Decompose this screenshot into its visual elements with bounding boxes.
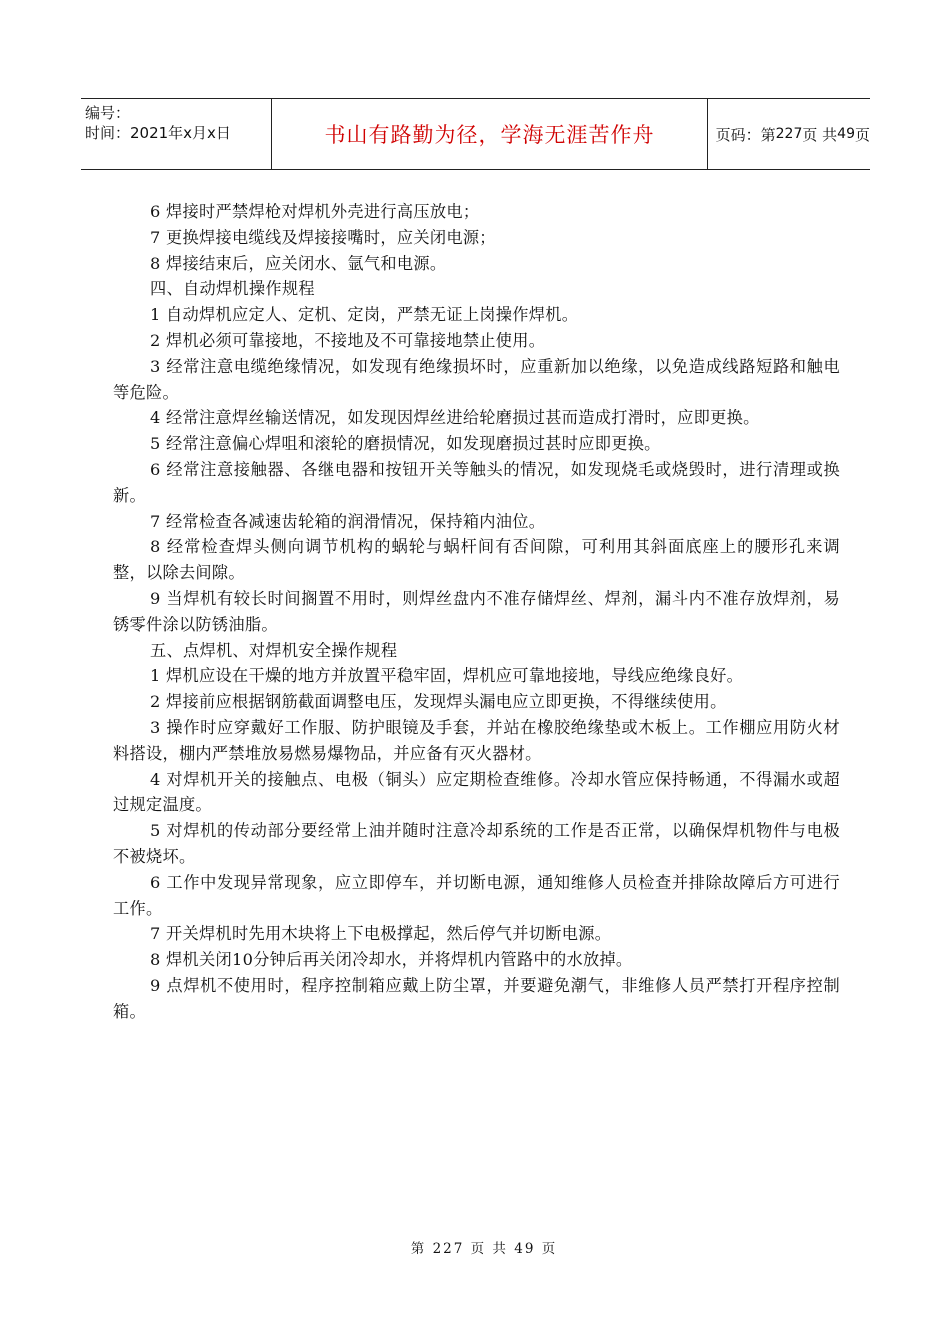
header-page-info	[708, 99, 870, 169]
document-header	[81, 98, 870, 170]
paragraph: 6 工作中发现异常现象，应立即停车，并切断电源，通知维修人员检查并排除故障后方可进行工作。	[113, 872, 840, 918]
paragraph: 7 经常检查各减速齿轮箱的润滑情况，保持箱内油位。	[150, 511, 546, 531]
document-body	[113, 199, 840, 1025]
section-heading: 四、自动焊机操作规程	[150, 279, 315, 299]
document-number-label: 编号：	[85, 104, 131, 122]
header-motto: 书山有路勤为径，学海无涯苦作舟	[272, 99, 707, 169]
paragraph: 8 焊机关闭10分钟后再关闭冷却水，并将焊机内管路中的水放掉。	[150, 950, 633, 970]
paragraph: 5 对焊机的传动部分要经常上油并随时注意冷却系统的工作是否正常，以确保焊机物件与电极不被烧坏。	[113, 821, 840, 866]
footer-mid: 页 共	[470, 1241, 508, 1257]
paragraph: 2 焊机必须可靠接地，不接地及不可靠接地禁止使用。	[150, 330, 546, 350]
header-page-total: 49	[837, 126, 855, 142]
paragraph: 9 当焊机有较长时间搁置不用时，则焊丝盘内不准存储焊丝、焊剂，漏斗内不准存放焊剂，易锈零件涂以防锈油脂。	[113, 588, 840, 634]
header-page-current: 227	[775, 126, 803, 142]
document-time-label: 时间：2021年x月x日	[85, 124, 231, 142]
footer-prefix: 第	[410, 1241, 427, 1257]
footer-page-current: 227	[432, 1241, 465, 1257]
paragraph: 5 经常注意偏心焊咀和滚轮的磨损情况，如发现磨损过甚时应即更换。	[150, 434, 661, 454]
paragraph: 8 焊接结束后，应关闭水、氩气和电源。	[150, 253, 447, 273]
paragraph: 3 经常注意电缆绝缘情况，如发现有绝缘损坏时，应重新加以绝缘，以免造成线路短路和触电等危险。	[113, 356, 840, 402]
paragraph: 8 经常检查焊头侧向调节机构的蜗轮与蜗杆间有否间隙，可利用其斜面底座上的腰形孔来调整，以除去间隙。	[113, 537, 840, 583]
paragraph: 9 点焊机不使用时，程序控制箱应戴上防尘罩，并要避免潮气，非维修人员严禁打开程序控制箱。	[113, 975, 840, 1021]
header-page-mid: 页 共	[802, 125, 838, 144]
paragraph: 3 操作时应穿戴好工作服、防护眼镜及手套，并站在橡胶绝缘垫或木板上。工作棚应用防火材料搭设，棚内严禁堆放易燃易爆物品，并应备有灭火器材。	[113, 717, 840, 763]
header-page-prefix: 页码：第	[715, 125, 776, 144]
section-heading: 五、点焊机、对焊机安全操作规程	[150, 640, 398, 660]
paragraph: 4 对焊机开关的接触点、电极（铜头）应定期检查维修。冷却水管应保持畅通，不得漏水或超过规定温度。	[113, 769, 840, 815]
paragraph: 1 焊机应设在干燥的地方并放置平稳牢固，焊机应可靠地接地，导线应绝缘良好。	[150, 666, 744, 686]
paragraph: 6 焊接时严禁焊枪对焊机外壳进行高压放电；	[150, 202, 480, 221]
header-page-suffix: 页	[854, 125, 870, 144]
header-meta	[81, 99, 272, 169]
paragraph: 7 开关焊机时先用木块将上下电极撑起，然后停气并切断电源。	[150, 924, 612, 944]
footer-page-total: 49	[514, 1241, 536, 1257]
paragraph: 1 自动焊机应定人、定机、定岗，严禁无证上岗操作焊机。	[150, 305, 579, 325]
page-footer	[0, 1237, 950, 1257]
footer-suffix: 页	[541, 1241, 558, 1257]
paragraph: 6 经常注意接触器、各继电器和按钮开关等触头的情况，如发现烧毛或烧毁时，进行清理或换新。	[113, 459, 840, 505]
paragraph: 7 更换焊接电缆线及焊接接嘴时，应关闭电源；	[150, 227, 496, 247]
paragraph: 4 经常注意焊丝输送情况，如发现因焊丝进给轮磨损过甚而造成打滑时，应即更换。	[150, 408, 760, 428]
paragraph: 2 焊接前应根据钢筋截面调整电压，发现焊头漏电应立即更换，不得继续使用。	[150, 692, 727, 712]
